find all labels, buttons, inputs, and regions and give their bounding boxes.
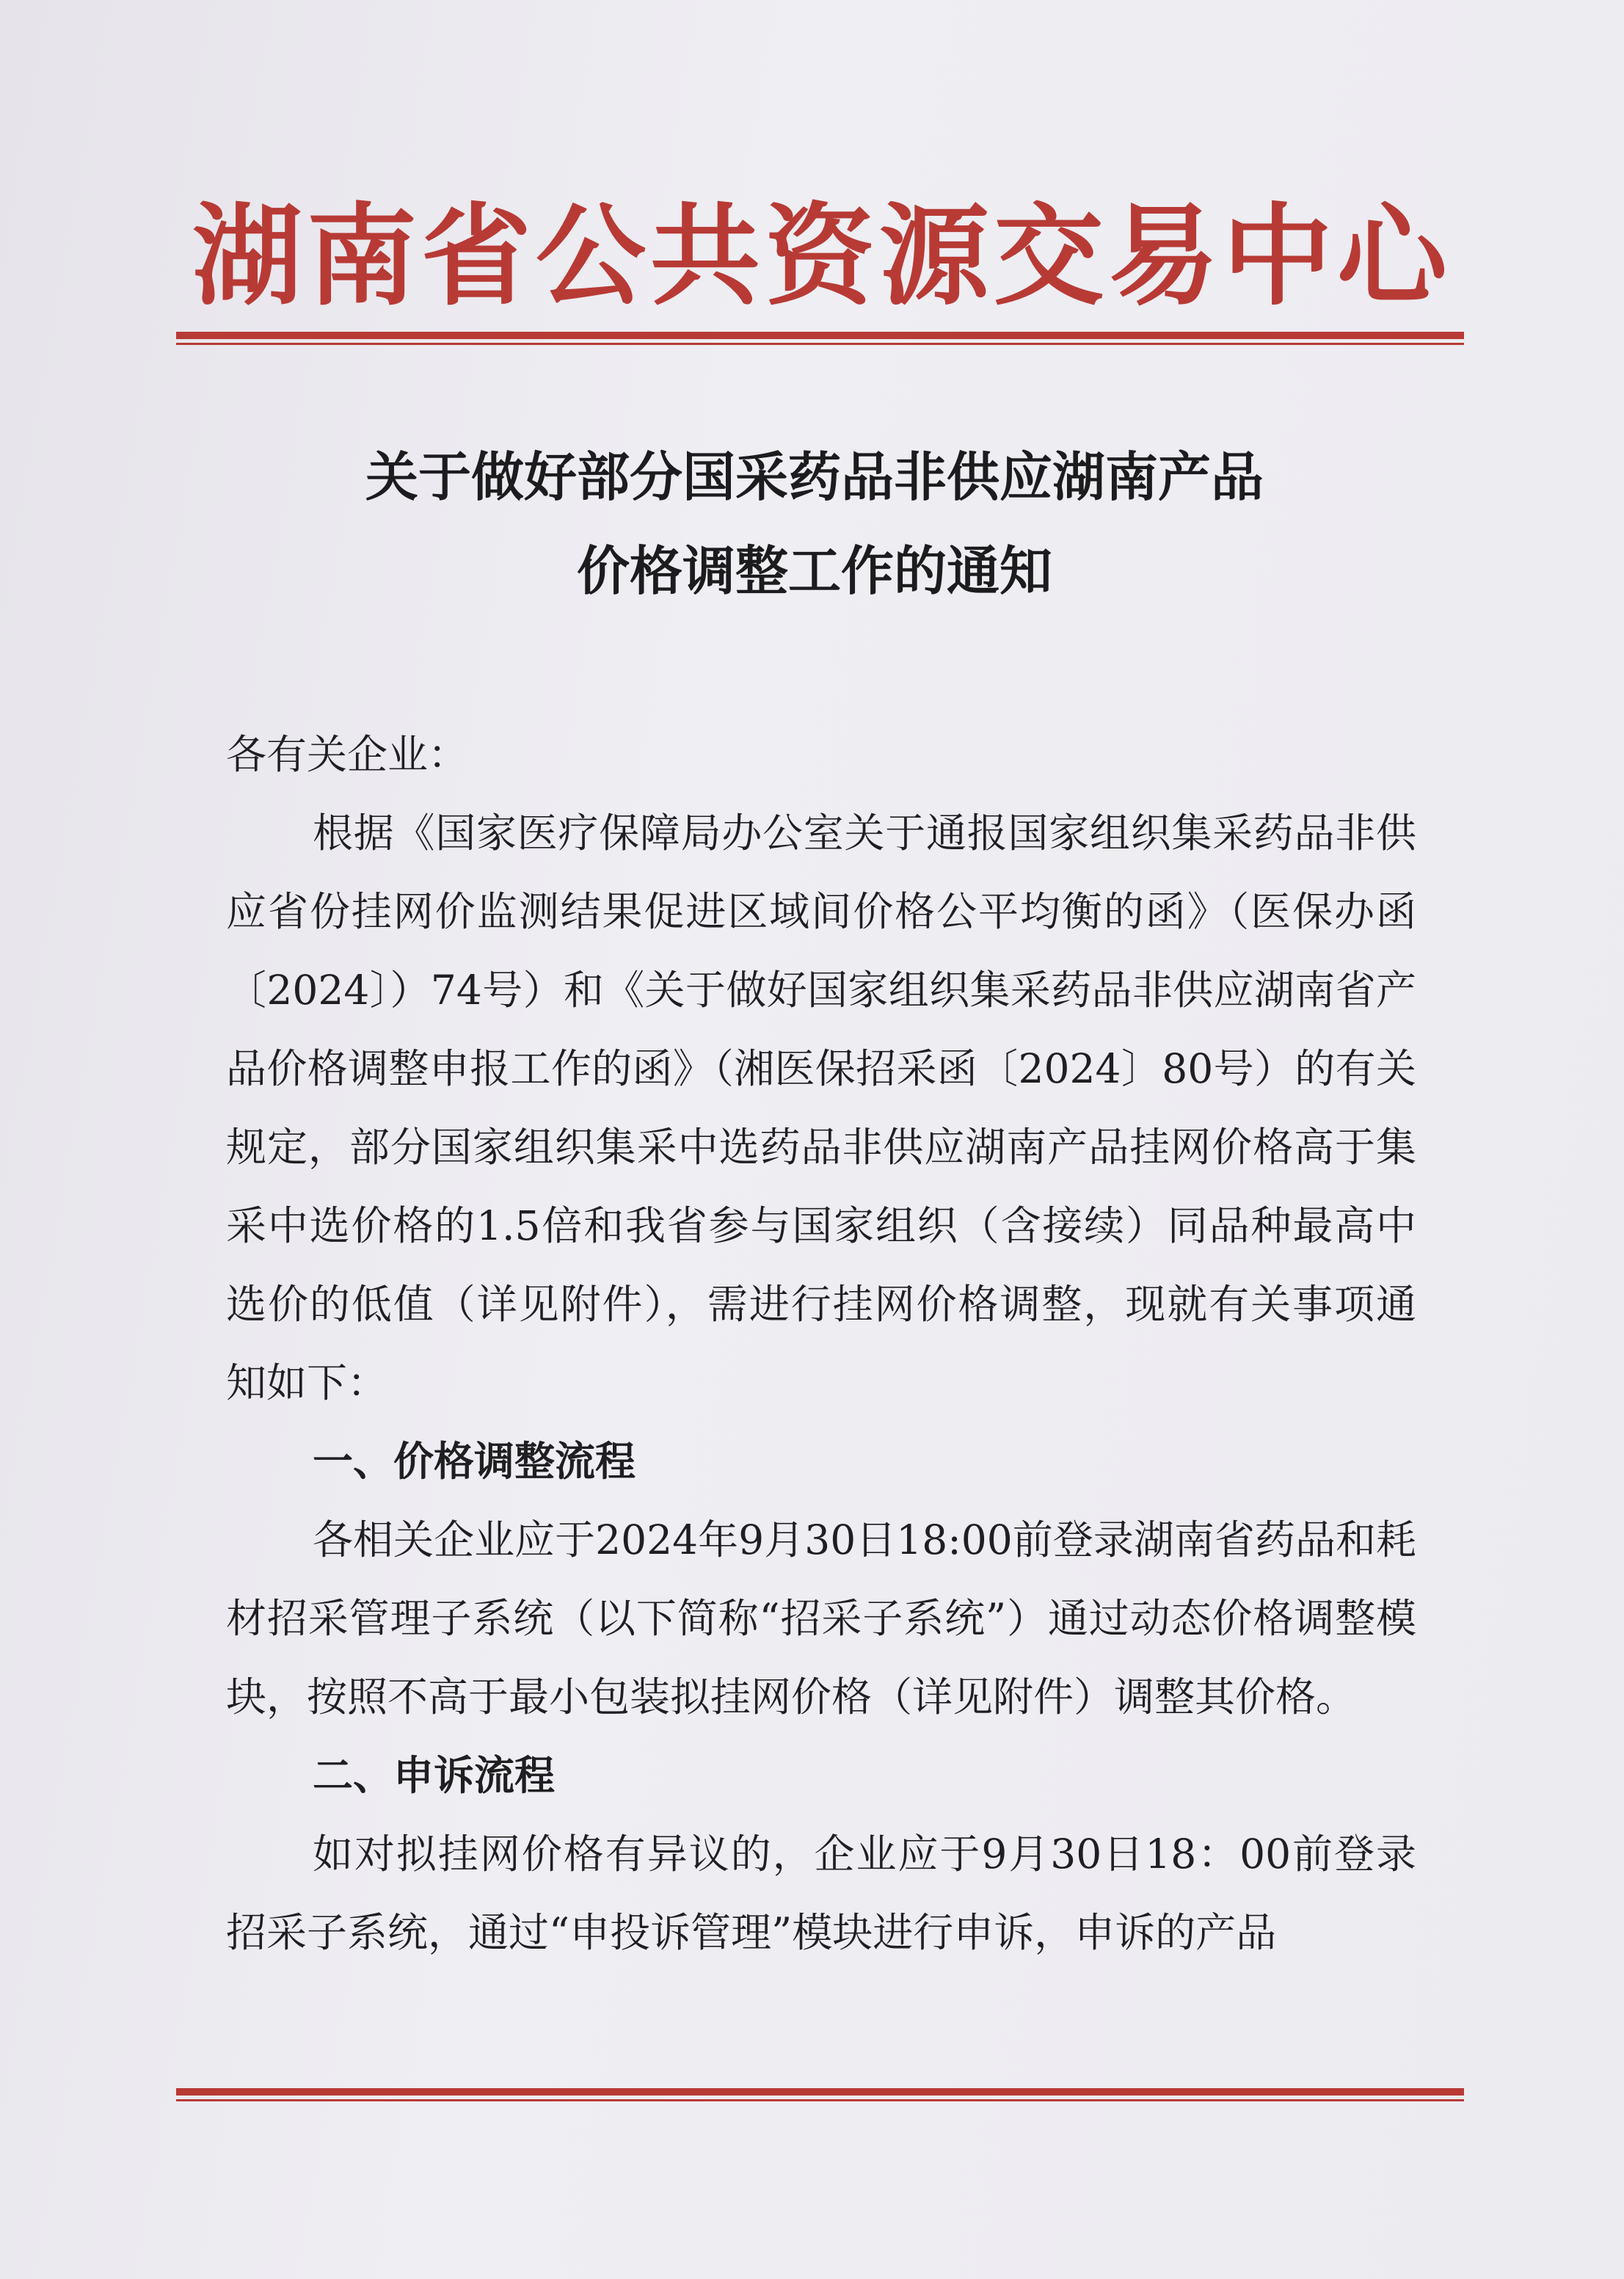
salutation: 各有关企业： [226,731,469,778]
footer-rule-thin [176,2099,1464,2101]
section-2-heading: 二、申诉流程 [313,1752,556,1799]
footer-rule-thick [176,2088,1464,2096]
section-2-paragraph: 如对拟挂网价格有异议的，企业应于9月30日18：00前登录招采子系统，通过“申投诉管理”模块进行申诉，申诉的产品 [226,1831,1416,1956]
masthead-rule-thin [176,343,1464,345]
section-1-heading: 一、价格调整流程 [313,1438,636,1485]
notice-title-line-1: 关于做好部分国采药品非供应湖南产品 [365,446,1264,508]
masthead-rule-thick [176,332,1464,339]
notice-body [226,716,1416,1972]
notice-title-line-2: 价格调整工作的通知 [576,539,1052,602]
issuer-masthead: 湖南省公共资源交易中心 [192,193,1452,321]
intro-paragraph: 根据《国家医疗保障局办公室关于通报国家组织集采药品非供应省份挂网价监测结果促进区域间价格公平均衡的函》（医保办函〔2024〕）74号）和《关于做好国家组织集采药品非供应湖南省产品价格调整申报工作的函》（湘医保招采函〔2024〕80号）的有关规定，部分国家组织集采中选药品非供应湖南产品挂网价格高于集采中选价格的1.5倍和我省参与国家组织（含接续）同品种最高中选价的低值（详见附件），需进行挂网价格调整，现就有关事项通知如下： [226,810,1416,1406]
section-1-paragraph: 各相关企业应于2024年9月30日18:00前登录湖南省药品和耗材招采管理子系统（以下简称“招采子系统”）通过动态价格调整模块，按照不高于最小包装拟挂网价格（详见附件）调整其价格。 [226,1516,1416,1720]
